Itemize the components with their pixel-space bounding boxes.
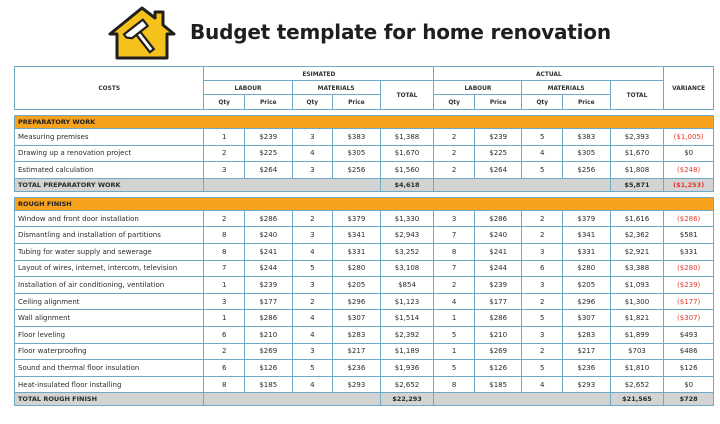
cost-item-label: Drawing up a renovation project: [15, 145, 204, 162]
actual-total-sum: $5,871: [610, 178, 664, 191]
estimated-total: $1,560: [380, 162, 434, 179]
section-title: ROUGH FINISH: [15, 197, 714, 210]
cost-item-label: Floor leveling: [15, 326, 204, 343]
estimated-labour-qty: 8: [204, 243, 245, 260]
estimated-materials-qty: 3: [292, 277, 333, 294]
section-total-label: TOTAL ROUGH FINISH: [15, 393, 204, 406]
actual-header: ACTUAL: [434, 67, 664, 81]
estimated-labour-qty: 1: [204, 129, 245, 146]
actual-total: $2,921: [610, 243, 664, 260]
actual-total: $1,300: [610, 293, 664, 310]
qty-header: Qty: [522, 95, 563, 110]
actual-labour-qty: 8: [434, 243, 475, 260]
section-title: PREPARATORY WORK: [15, 116, 714, 129]
actual-labour-price: $177: [474, 293, 522, 310]
actual-labour-qty: 7: [434, 227, 475, 244]
actual-labour-price: $244: [474, 260, 522, 277]
actual-labour-price: $225: [474, 145, 522, 162]
actual-total: $1,899: [610, 326, 664, 343]
price-header: Price: [474, 95, 522, 110]
qty-header: Qty: [204, 95, 245, 110]
estimated-total: $854: [380, 277, 434, 294]
estimated-labour-qty: 3: [204, 162, 245, 179]
variance-value: ($286): [664, 210, 714, 227]
table-row: [15, 343, 714, 360]
actual-materials-qty: 2: [522, 210, 563, 227]
estimated-total: $1,388: [380, 129, 434, 146]
estimated-total-sum: $4,618: [380, 178, 434, 191]
estimated-labour-qty: 1: [204, 277, 245, 294]
actual-labour-price: $239: [474, 277, 522, 294]
table-row: [15, 310, 714, 327]
actual-materials-price: $296: [563, 293, 611, 310]
actual-materials-price: $379: [563, 210, 611, 227]
variance-value: ($177): [664, 293, 714, 310]
estimated-labour-price: $210: [244, 326, 292, 343]
estimated-labour-price: $177: [244, 293, 292, 310]
section-total-row: [15, 393, 714, 406]
cost-item-label: Layout of wires, internet, intercom, television: [15, 260, 204, 277]
actual-total: $2,652: [610, 376, 664, 393]
estimated-total-sum: $22,293: [380, 393, 434, 406]
total-filler: [434, 178, 610, 191]
table-row: [15, 376, 714, 393]
variance-value: $126: [664, 360, 714, 377]
estimated-materials-price: $283: [333, 326, 381, 343]
estimated-materials-qty: 4: [292, 243, 333, 260]
actual-materials-price: $283: [563, 326, 611, 343]
estimated-materials-qty: 5: [292, 260, 333, 277]
actual-labour-price: $241: [474, 243, 522, 260]
table-header: [15, 67, 714, 110]
actual-materials-qty: 2: [522, 293, 563, 310]
actual-labour-price: $240: [474, 227, 522, 244]
estimated-total: $3,252: [380, 243, 434, 260]
actual-labour-qty: 5: [434, 326, 475, 343]
variance-value: $331: [664, 243, 714, 260]
variance-value: $0: [664, 145, 714, 162]
cost-item-label: Wall alignment: [15, 310, 204, 327]
actual-labour-price: $239: [474, 129, 522, 146]
cost-item-label: Window and front door installation: [15, 210, 204, 227]
table-row: [15, 145, 714, 162]
actual-labour-qty: 5: [434, 360, 475, 377]
estimated-labour-price: $225: [244, 145, 292, 162]
actual-total: $2,362: [610, 227, 664, 244]
actual-labour-qty: 8: [434, 376, 475, 393]
variance-value: $0: [664, 376, 714, 393]
cost-item-label: Sound and thermal floor insulation: [15, 360, 204, 377]
actual-materials-qty: 2: [522, 343, 563, 360]
cost-item-label: Tubing for water supply and sewerage: [15, 243, 204, 260]
estimated-labour-qty: 8: [204, 227, 245, 244]
estimated-labour-price: $244: [244, 260, 292, 277]
costs-header: COSTS: [15, 67, 204, 110]
actual-materials-price: $256: [563, 162, 611, 179]
estimated-materials-qty: 4: [292, 326, 333, 343]
estimated-labour-qty: 3: [204, 293, 245, 310]
actual-materials-price: $280: [563, 260, 611, 277]
actual-total: $1,616: [610, 210, 664, 227]
section-total-label: TOTAL PREPARATORY WORK: [15, 178, 204, 191]
actual-labour-qty: 3: [434, 210, 475, 227]
actual-materials-qty: 2: [522, 227, 563, 244]
estimated-total: $2,943: [380, 227, 434, 244]
variance-total: ($1,253): [664, 178, 714, 191]
actual-materials-price: $341: [563, 227, 611, 244]
estimated-labour-price: $126: [244, 360, 292, 377]
estimated-total: $1,936: [380, 360, 434, 377]
cost-item-label: Estimated calculation: [15, 162, 204, 179]
estimated-labour-price: $286: [244, 210, 292, 227]
table-row: [15, 360, 714, 377]
estimated-materials-price: $341: [333, 227, 381, 244]
actual-total: $1,670: [610, 145, 664, 162]
estimated-labour-qty: 1: [204, 310, 245, 327]
estimated-materials-price: $331: [333, 243, 381, 260]
actual-labour-price: $264: [474, 162, 522, 179]
budget-table: [14, 66, 714, 406]
actual-total: $2,393: [610, 129, 664, 146]
estimated-materials-price: $205: [333, 277, 381, 294]
total-filler: [204, 393, 380, 406]
total-filler: [434, 393, 610, 406]
actual-materials-qty: 3: [522, 326, 563, 343]
table-row: [15, 260, 714, 277]
page-header: [0, 0, 720, 62]
actual-materials-price: $236: [563, 360, 611, 377]
est-total-header: TOTAL: [380, 81, 434, 110]
actual-materials-price: $305: [563, 145, 611, 162]
variance-value: $486: [664, 343, 714, 360]
actual-labour-qty: 4: [434, 293, 475, 310]
estimated-materials-price: $379: [333, 210, 381, 227]
total-filler: [204, 178, 380, 191]
variance-value: ($248): [664, 162, 714, 179]
estimated-labour-price: $269: [244, 343, 292, 360]
estimated-total: $3,108: [380, 260, 434, 277]
actual-labour-qty: 1: [434, 310, 475, 327]
variance-value: ($239): [664, 277, 714, 294]
estimated-materials-qty: 3: [292, 129, 333, 146]
actual-labour-qty: 2: [434, 145, 475, 162]
table-row: [15, 293, 714, 310]
actual-materials-qty: 5: [522, 129, 563, 146]
actual-total: $3,388: [610, 260, 664, 277]
estimated-materials-qty: 3: [292, 162, 333, 179]
actual-labour-qty: 2: [434, 277, 475, 294]
estimated-labour-qty: 8: [204, 376, 245, 393]
actual-materials-qty: 5: [522, 162, 563, 179]
actual-labour-price: $185: [474, 376, 522, 393]
estimated-total: $1,189: [380, 343, 434, 360]
estimated-labour-price: $239: [244, 277, 292, 294]
actual-labour-price: $269: [474, 343, 522, 360]
variance-header: VARIANCE: [664, 67, 714, 110]
qty-header: Qty: [292, 95, 333, 110]
estimated-labour-qty: 2: [204, 210, 245, 227]
variance-value: $493: [664, 326, 714, 343]
actual-materials-price: $217: [563, 343, 611, 360]
qty-header: Qty: [434, 95, 475, 110]
cost-item-label: Measuring premises: [15, 129, 204, 146]
estimated-labour-price: $241: [244, 243, 292, 260]
estimated-labour-price: $286: [244, 310, 292, 327]
est-materials-header: MATERIALS: [292, 81, 380, 95]
actual-materials-qty: 5: [522, 310, 563, 327]
price-header: Price: [333, 95, 381, 110]
actual-materials-qty: 6: [522, 260, 563, 277]
estimated-labour-qty: 6: [204, 326, 245, 343]
estimated-materials-price: $236: [333, 360, 381, 377]
section-header-row: [15, 116, 714, 129]
actual-labour-qty: 2: [434, 129, 475, 146]
cost-item-label: Ceiling alignment: [15, 293, 204, 310]
estimated-materials-qty: 3: [292, 343, 333, 360]
table-row: [15, 210, 714, 227]
actual-total: $1,821: [610, 310, 664, 327]
estimated-labour-price: $264: [244, 162, 292, 179]
table-row: [15, 162, 714, 179]
estimated-materials-qty: 5: [292, 360, 333, 377]
estimated-materials-price: $293: [333, 376, 381, 393]
actual-materials-price: $205: [563, 277, 611, 294]
actual-materials-qty: 3: [522, 277, 563, 294]
page-title: Budget template for home renovation: [190, 20, 611, 44]
estimated-total: $1,330: [380, 210, 434, 227]
actual-total: $703: [610, 343, 664, 360]
cost-item-label: Installation of air conditioning, ventilation: [15, 277, 204, 294]
estimated-labour-price: $185: [244, 376, 292, 393]
estimated-materials-qty: 4: [292, 145, 333, 162]
actual-materials-qty: 4: [522, 376, 563, 393]
table-row: [15, 129, 714, 146]
estimated-labour-price: $239: [244, 129, 292, 146]
actual-materials-price: $293: [563, 376, 611, 393]
estimated-materials-qty: 2: [292, 210, 333, 227]
actual-labour-qty: 2: [434, 162, 475, 179]
estimated-labour-price: $240: [244, 227, 292, 244]
table-row: [15, 243, 714, 260]
estimated-materials-qty: 4: [292, 310, 333, 327]
variance-value: ($1,005): [664, 129, 714, 146]
actual-total: $1,093: [610, 277, 664, 294]
estimated-materials-price: $383: [333, 129, 381, 146]
estimated-materials-price: $296: [333, 293, 381, 310]
estimated-materials-price: $280: [333, 260, 381, 277]
cost-item-label: Dismantling and installation of partitions: [15, 227, 204, 244]
variance-total: $728: [664, 393, 714, 406]
actual-labour-price: $126: [474, 360, 522, 377]
actual-labour-price: $286: [474, 310, 522, 327]
table-row: [15, 326, 714, 343]
cost-item-label: Heat-insulated floor installing: [15, 376, 204, 393]
actual-materials-price: $383: [563, 129, 611, 146]
estimated-materials-price: $256: [333, 162, 381, 179]
estimated-header: ESIMATED: [204, 67, 434, 81]
estimated-materials-price: $217: [333, 343, 381, 360]
estimated-materials-qty: 3: [292, 227, 333, 244]
section-header-row: [15, 197, 714, 210]
table-body: [15, 110, 714, 406]
act-total-header: TOTAL: [610, 81, 664, 110]
actual-materials-qty: 3: [522, 243, 563, 260]
estimated-materials-price: $307: [333, 310, 381, 327]
actual-labour-qty: 1: [434, 343, 475, 360]
estimated-labour-qty: 2: [204, 145, 245, 162]
estimated-labour-qty: 7: [204, 260, 245, 277]
estimated-total: $2,392: [380, 326, 434, 343]
actual-labour-qty: 7: [434, 260, 475, 277]
house-hammer-icon: [104, 4, 180, 62]
estimated-total: $1,514: [380, 310, 434, 327]
variance-value: ($280): [664, 260, 714, 277]
actual-labour-price: $286: [474, 210, 522, 227]
estimated-labour-qty: 6: [204, 360, 245, 377]
actual-total: $1,810: [610, 360, 664, 377]
table-row: [15, 227, 714, 244]
estimated-total: $2,652: [380, 376, 434, 393]
estimated-labour-qty: 2: [204, 343, 245, 360]
price-header: Price: [244, 95, 292, 110]
actual-total: $1,808: [610, 162, 664, 179]
actual-materials-price: $307: [563, 310, 611, 327]
table-row: [15, 277, 714, 294]
actual-materials-qty: 4: [522, 145, 563, 162]
act-materials-header: MATERIALS: [522, 81, 610, 95]
act-labour-header: LABOUR: [434, 81, 522, 95]
variance-value: $581: [664, 227, 714, 244]
variance-value: ($307): [664, 310, 714, 327]
estimated-total: $1,670: [380, 145, 434, 162]
estimated-materials-qty: 4: [292, 376, 333, 393]
actual-materials-price: $331: [563, 243, 611, 260]
section-total-row: [15, 178, 714, 191]
estimated-materials-price: $305: [333, 145, 381, 162]
cost-item-label: Floor waterproofing: [15, 343, 204, 360]
est-labour-header: LABOUR: [204, 81, 292, 95]
actual-materials-qty: 5: [522, 360, 563, 377]
price-header: Price: [563, 95, 611, 110]
actual-labour-price: $210: [474, 326, 522, 343]
estimated-total: $1,123: [380, 293, 434, 310]
actual-total-sum: $21,565: [610, 393, 664, 406]
estimated-materials-qty: 2: [292, 293, 333, 310]
